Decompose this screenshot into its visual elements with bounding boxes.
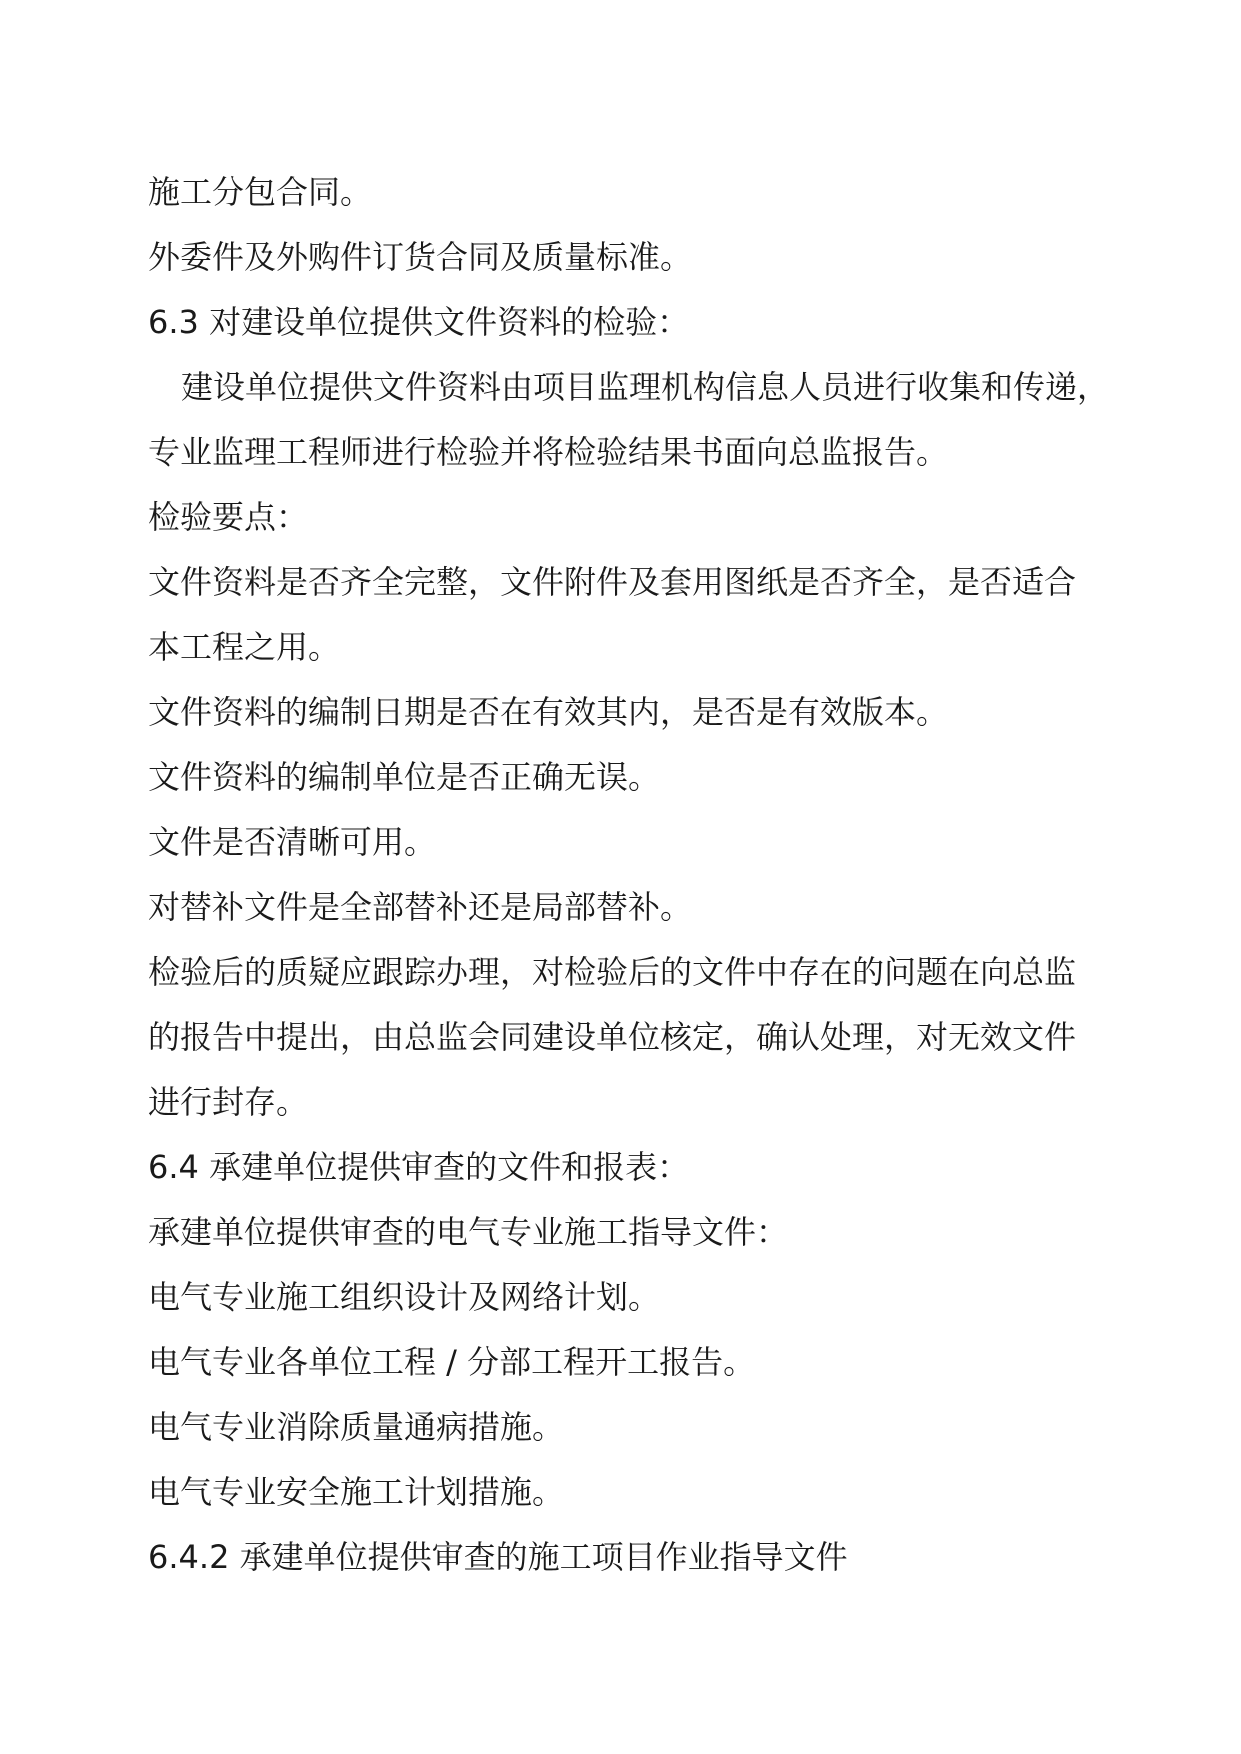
text-line: 电气专业施工组织设计及网络计划。 <box>148 1278 661 1316</box>
section-heading-6-4: 6.4 承建单位提供审查的文件和报表： <box>148 1148 690 1186</box>
document-body <box>148 160 1138 1590</box>
subheading-inspection-points: 检验要点： <box>148 498 309 536</box>
text-line: 文件资料的编制日期是否在有效其内，是否是有效版本。 <box>148 693 949 731</box>
text-line: 电气专业消除质量通病措施。 <box>148 1408 565 1446</box>
section-heading-6-3: 6.3 对建设单位提供文件资料的检验： <box>148 303 690 341</box>
text-line: 承建单位提供审查的电气专业施工指导文件： <box>148 1213 789 1251</box>
text-line: 文件资料是否齐全完整，文件附件及套用图纸是否齐全，是否适合 <box>148 563 1077 601</box>
text-line: 对替补文件是全部替补还是局部替补。 <box>148 888 693 926</box>
text-line: 专业监理工程师进行检验并将检验结果书面向总监报告。 <box>148 433 949 471</box>
text-line: 的报告中提出，由总监会同建设单位核定，确认处理，对无效文件 <box>148 1018 1077 1056</box>
section-heading-6-4-2: 6.4.2 承建单位提供审查的施工项目作业指导文件 <box>148 1538 848 1576</box>
text-line: 检验后的质疑应跟踪办理，对检验后的文件中存在的问题在向总监 <box>148 953 1077 991</box>
text-line: 文件资料的编制单位是否正确无误。 <box>148 758 661 796</box>
text-line: 电气专业各单位工程 / 分部工程开工报告。 <box>148 1343 756 1381</box>
paragraph-first-line: 建设单位提供文件资料由项目监理机构信息人员进行收集和传递， <box>181 368 1110 406</box>
text-line: 外委件及外购件订货合同及质量标准。 <box>148 238 693 276</box>
text-line: 进行封存。 <box>148 1083 309 1121</box>
text-line: 本工程之用。 <box>148 628 341 666</box>
text-line: 文件是否清晰可用。 <box>148 823 437 861</box>
text-line: 施工分包合同。 <box>148 173 373 211</box>
text-line: 电气专业安全施工计划措施。 <box>148 1473 565 1511</box>
